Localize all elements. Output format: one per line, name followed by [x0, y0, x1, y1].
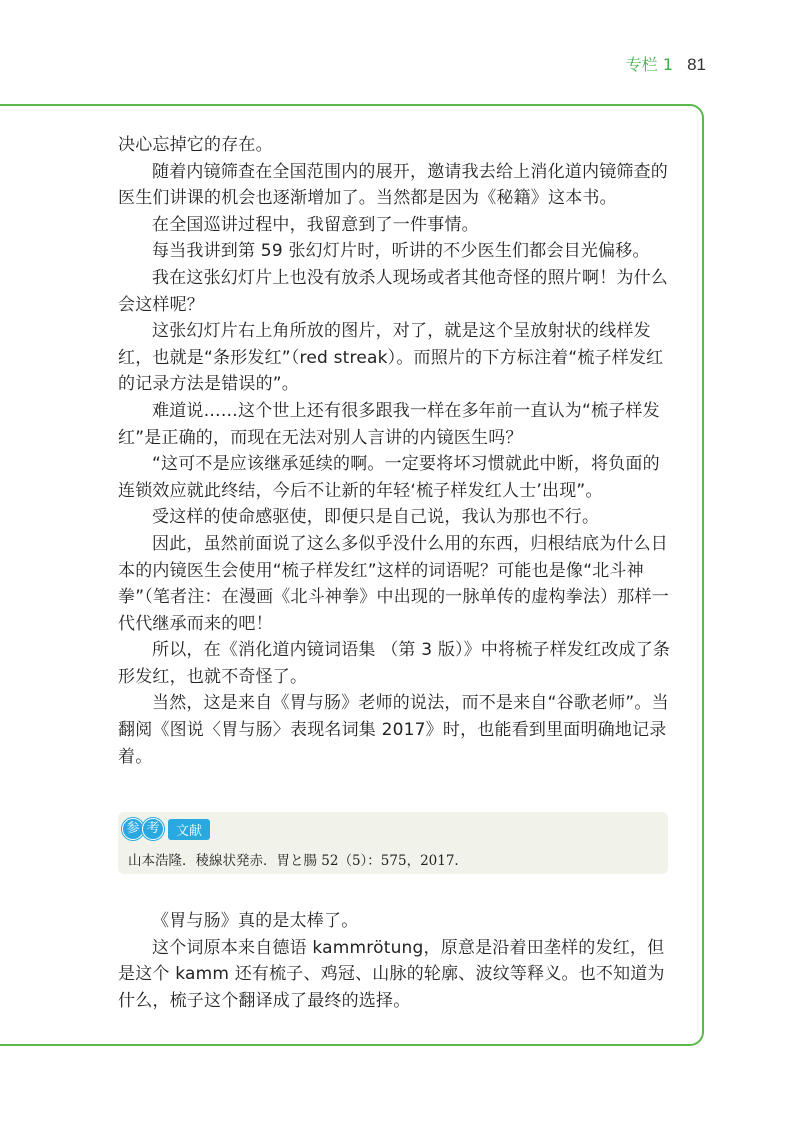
- paragraph: 在全国巡讲过程中，我留意到了一件事情。: [152, 214, 479, 235]
- reference-box: [118, 812, 668, 874]
- reference-heading: [122, 818, 210, 840]
- reference-label-char: 考: [142, 818, 164, 840]
- paragraph: 所以，在《消化道内镜词语集 （第 3 版）》中将梳子样发红改成了条形发红，也就不奇怪了。: [118, 640, 671, 687]
- section-label: 专栏 1: [625, 55, 674, 74]
- reference-entry: 山本浩隆．稜線状発赤．胃と腸 52（5）：575，2017.: [128, 853, 459, 869]
- paragraph: 当然，这是来自《胃与肠》老师的说法，而不是来自“谷歌老师”。当翻阅《图说〈胃与肠〉表现名词集 2017》时，也能看到里面明确地记录着。: [118, 693, 669, 767]
- body-text: [118, 132, 674, 770]
- paragraph: 每当我讲到第 59 张幻灯片时，听讲的不少医生们都会目光偏移。: [152, 241, 650, 262]
- paragraph: 决心忘掉它的存在。: [118, 135, 273, 155]
- reference-label: 文献: [168, 819, 210, 840]
- page-number: 81: [687, 55, 706, 74]
- paragraph: 随着内镜筛查在全国范围内的展开，邀请我去给上消化道内镜筛查的医生们讲课的机会也逐渐增加了。当然都是因为《秘籍》这本书。: [118, 161, 668, 209]
- paragraph: 这张幻灯片右上角所放的图片，对了，就是这个呈放射状的线样发红，也就是“条形发红”（red streak）。而照片的下方标注着“梳子样发红的记录方法是错误的”。: [118, 321, 664, 395]
- page-header: [626, 52, 706, 75]
- paragraph: 受这样的使命感驱使，即便只是自己说，我认为那也不行。: [152, 507, 600, 528]
- closing-text: [118, 908, 674, 1014]
- paragraph: 《胃与肠》真的是太棒了。: [152, 911, 359, 931]
- paragraph: 这个词原本来自德语 kammrötung，原意是沿着田垄样的发红，但是这个 kamm 还有梳子、鸡冠、山脉的轮廓、波纹等释义。也不知道为什么，梳子这个翻译成了最终的选择。: [118, 937, 665, 1011]
- paragraph: 难道说……这个世上还有很多跟我一样在多年前一直认为“梳子样发红”是正确的，而现在无法对别人言讲的内镜医生吗？: [118, 400, 660, 448]
- reference-label-char: 参: [122, 818, 144, 840]
- paragraph: 因此，虽然前面说了这么多似乎没什么用的东西，归根结底为什么日本的内镜医生会使用“梳子样发红”这样的词语呢？可能也是像“北斗神拳”（笔者注：在漫画《北斗神拳》中出现的一脉单传的虚构拳法）那样一代代继承而来的吧！: [118, 533, 669, 634]
- paragraph: “这可不是应该继承延续的啊。一定要将坏习惯就此中断，将负面的连锁效应就此终结，今后不让新的年轻‘梳子样发红人士’出现”。: [118, 454, 660, 501]
- paragraph: 我在这张幻灯片上也没有放杀人现场或者其他奇怪的照片啊！为什么会这样呢？: [118, 267, 668, 315]
